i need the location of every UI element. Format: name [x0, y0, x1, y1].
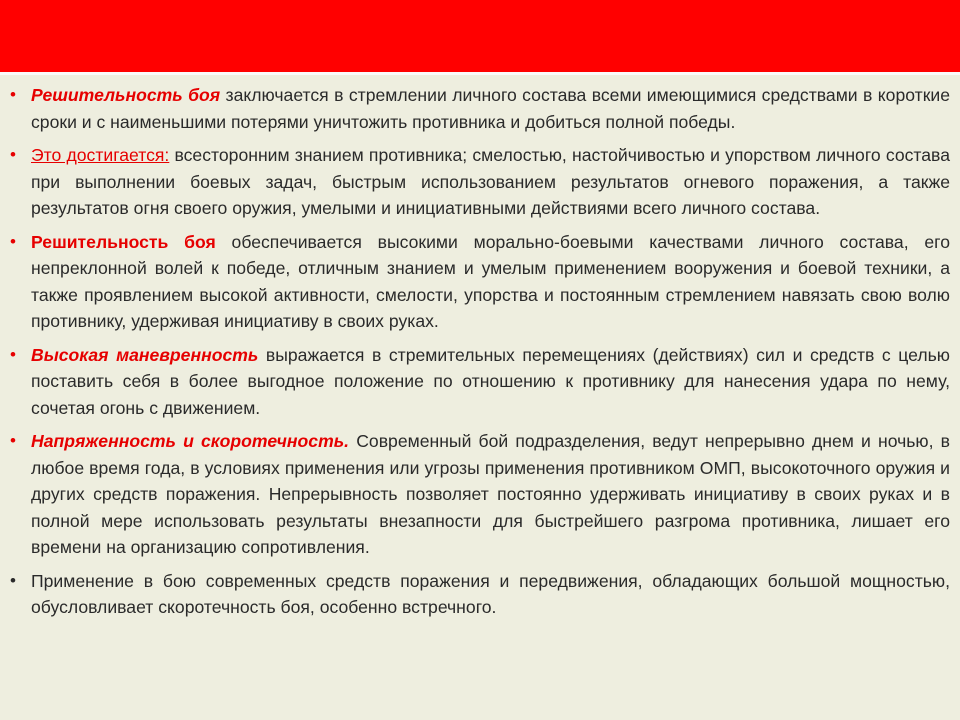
- term-maneuverability: Высокая маневренность: [31, 344, 259, 365]
- header-bar: [0, 0, 960, 72]
- item-text: Применение в бою современных средств поражения и передвижения, обладающих большой мощностью, обусловливает скоротечность боя, особенно встречного.: [31, 570, 950, 617]
- list-item-decisiveness-ensured: [10, 229, 950, 335]
- term-intensity: Напряженность и скоротечность.: [31, 431, 350, 451]
- list-item-modern-weapons: [10, 568, 950, 621]
- bullet-icon: •: [10, 85, 16, 104]
- header-divider: [0, 72, 960, 75]
- item-text: заключается в стремлении личного состава всеми имеющимися средствами в короткие сроки и с наименьшими потерями уничтожить противника и добиться полной победы.: [31, 85, 950, 132]
- list-item-intensity: [10, 428, 950, 561]
- bullet-icon: •: [10, 231, 16, 251]
- list-item-decisiveness: [10, 82, 950, 135]
- bullet-icon: •: [10, 145, 16, 164]
- term-decisiveness: Решительность боя: [31, 231, 216, 252]
- item-text: Современный бой подразделения, ведут непрерывно днем и ночью, в любое время года, в условиях применения или угрозы применения противником ОМП, высокоточного оружия и других средств поражения. Непрерывность позволяет постоянно удерживать инициативу в своих руках и в полной мере использовать результаты внезапности для быстрейшего разгрома противника, лишает его времени на организацию сопротивления.: [31, 431, 950, 557]
- bullet-icon: •: [10, 570, 16, 590]
- list-item-achieved-by: [10, 142, 950, 222]
- slide-content: [10, 82, 950, 628]
- item-text: выражается в стремительных перемещениях (действиях) сил и средств с целью поставить себя в более выгодное положение по отношению к противнику для нанесения удара по нему, сочетая огонь с движением.: [31, 344, 950, 418]
- term-decisiveness: Решительность боя: [31, 85, 221, 105]
- bullet-icon: •: [10, 431, 16, 450]
- term-achieved-by: Это достигается:: [31, 145, 170, 165]
- item-text: обеспечивается высокими морально-боевыми качествами личного состава, его непреклонной волей к победе, отличным знанием и умелым применением вооружения и боевой техники, а также проявлением высокой активности, смелости, упорства и постоянным стремлением навязать свою волю противнику, удерживая инициативу в своих руках.: [31, 231, 950, 331]
- item-text: всесторонним знанием противника; смелостью, настойчивостью и упорством личного состава при выполнении боевых задач, быстрым использованием результатов огневого поражения, а также результатов огня своего оружия, умелыми и инициативными действиями всего личного состава.: [31, 145, 950, 218]
- list-item-maneuverability: [10, 342, 950, 422]
- bullet-list: [10, 82, 950, 621]
- bullet-icon: •: [10, 344, 16, 364]
